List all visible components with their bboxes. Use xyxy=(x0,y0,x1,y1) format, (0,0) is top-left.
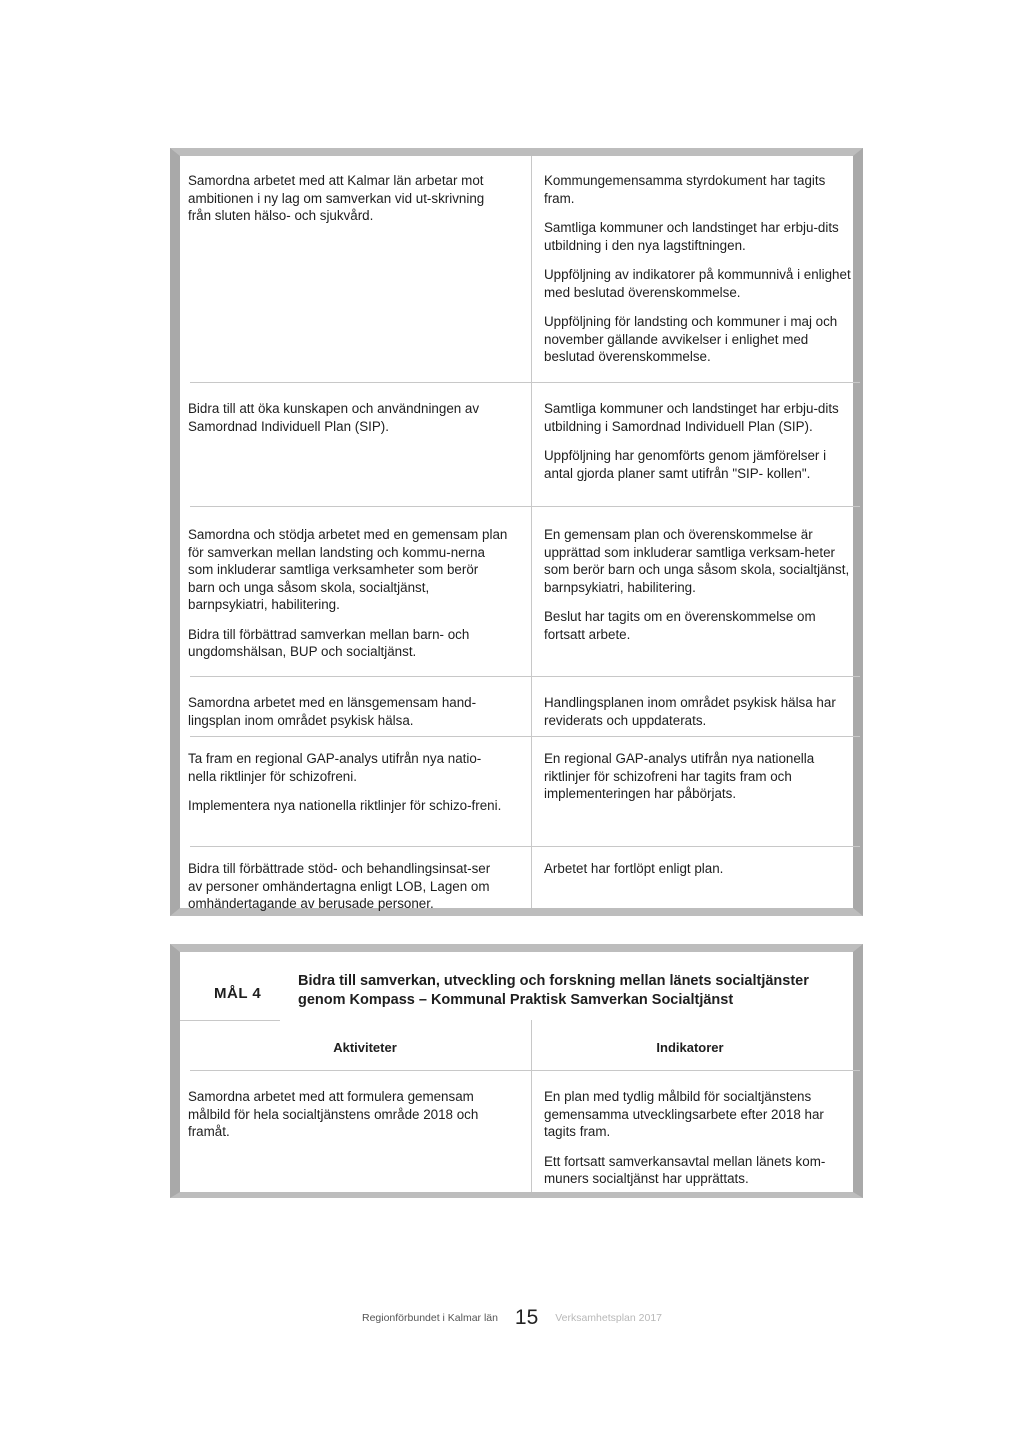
footer-org: Regionförbundet i Kalmar län xyxy=(361,1312,498,1324)
indicator-text: Uppföljning av indikatorer på kommunnivå i enlighet med beslutad överenskommelse. xyxy=(544,267,851,300)
row-divider xyxy=(190,846,860,847)
activity-text: Samordna och stödja arbetet med en gemensam plan för samverkan mellan landsting och kommu-nerna som inkluderar samtliga verksamheter som berör barn och unga såsom skola, socialtjänst, barnpsykiatri, habilitering. xyxy=(188,527,508,612)
indicator-cell xyxy=(544,400,852,482)
column-divider xyxy=(531,156,532,908)
indicator-text: Ett fortsatt samverkansavtal mellan länets kom-muners socialtjänst har upprättats. xyxy=(544,1153,826,1186)
indicator-text: En plan med tydlig målbild för socialtjänstens gemensamma utvecklingsarbete efter 2018 har tagits fram. xyxy=(544,1089,824,1139)
row-divider xyxy=(190,676,860,677)
row-divider xyxy=(190,1070,860,1071)
indicator-text: Samtliga kommuner och landstinget har erbju-dits utbildning i Samordnad Individuell Plan (SIP). xyxy=(544,401,839,434)
page-footer xyxy=(0,1306,1024,1330)
activity-text: Bidra till att öka kunskapen och användningen av Samordnad Individuell Plan (SIP). xyxy=(188,401,480,434)
column-header-indicators: Indikatorer xyxy=(656,1040,724,1055)
row-divider xyxy=(180,1020,280,1021)
activity-cell xyxy=(188,526,508,661)
column-divider xyxy=(531,1020,532,1192)
activity-text: Implementera nya nationella riktlinjer för schizo-freni. xyxy=(188,798,502,813)
indicator-text: Samtliga kommuner och landstinget har erbju-dits utbildning i den nya lagstiftningen. xyxy=(544,220,839,253)
column-header-activities: Aktiviteter xyxy=(333,1040,397,1055)
row-divider xyxy=(190,382,860,383)
row-divider xyxy=(190,506,860,507)
activity-text: Samordna arbetet med att formulera gemensam målbild för hela socialtjänstens område 2018 och framåt. xyxy=(188,1089,479,1139)
indicator-text: Beslut har tagits om en överenskommelse om fortsatt arbete. xyxy=(544,609,816,642)
indicator-text: Handlingsplanen inom området psykisk hälsa har reviderats och uppdaterats. xyxy=(544,695,836,728)
indicator-cell xyxy=(544,694,852,729)
activity-cell xyxy=(188,172,508,225)
indicator-cell xyxy=(544,750,852,803)
indicator-text: Arbetet har fortlöpt enligt plan. xyxy=(544,861,724,876)
goal-4-table xyxy=(170,944,863,1198)
activity-text: Ta fram en regional GAP-analys utifrån nya natio-nella riktlinjer för schizofreni. xyxy=(188,751,482,784)
footer-document: Verksamhetsplan 2017 xyxy=(555,1312,663,1324)
activity-text: Samordna arbetet med att Kalmar län arbetar mot ambitionen i ny lag om samverkan vid ut-skrivning från sluten hälso- och sjukvård. xyxy=(188,173,485,223)
indicator-text: En gemensam plan och överenskommelse är upprättad som inkluderar samtliga verksam-heter som berör barn och unga såsom skola, socialtjänst, barnpsykiatri, habilitering. xyxy=(544,527,850,595)
goal-title: Bidra till samverkan, utveckling och forskning mellan länets socialtjänster genom Kompass – Kommunal Praktisk Samverkan Socialtjänst xyxy=(298,973,809,1008)
indicator-cell xyxy=(544,1088,852,1188)
activity-cell xyxy=(188,860,508,913)
activity-cell xyxy=(188,400,508,435)
indicator-text: En regional GAP-analys utifrån nya nationella riktlinjer för schizofreni har tagits fram och implementeringen har påbörjats. xyxy=(544,751,815,801)
activity-text: Bidra till förbättrad samverkan mellan barn- och ungdomshälsan, BUP och socialtjänst. xyxy=(188,626,470,659)
activity-cell xyxy=(188,750,508,815)
activities-table-continued xyxy=(170,148,863,916)
row-divider xyxy=(190,736,860,737)
indicator-cell xyxy=(544,526,852,643)
indicator-text: Uppföljning för landsting och kommuner i maj och november gällande avvikelser i enlighet med beslutad överenskommelse. xyxy=(544,314,838,364)
goal-label: MÅL 4 xyxy=(214,985,262,1002)
indicator-cell xyxy=(544,860,852,878)
activity-text: Bidra till förbättrade stöd- och behandlingsinsat-ser av personer omhändertagna enligt LOB, Lagen om omhändertagande av berusade personer. xyxy=(188,861,491,911)
indicator-text: Kommungemensamma styrdokument har tagits fram. xyxy=(544,173,826,206)
indicator-cell xyxy=(544,172,852,366)
page-number: 15 xyxy=(514,1306,539,1329)
activity-cell xyxy=(188,1088,508,1141)
activity-text: Samordna arbetet med en länsgemensam hand-lingsplan inom området psykisk hälsa. xyxy=(188,695,477,728)
activity-cell xyxy=(188,694,508,729)
indicator-text: Uppföljning har genomförts genom jämförelser i antal gjorda planer samt utifrån "SIP- kollen". xyxy=(544,448,827,481)
